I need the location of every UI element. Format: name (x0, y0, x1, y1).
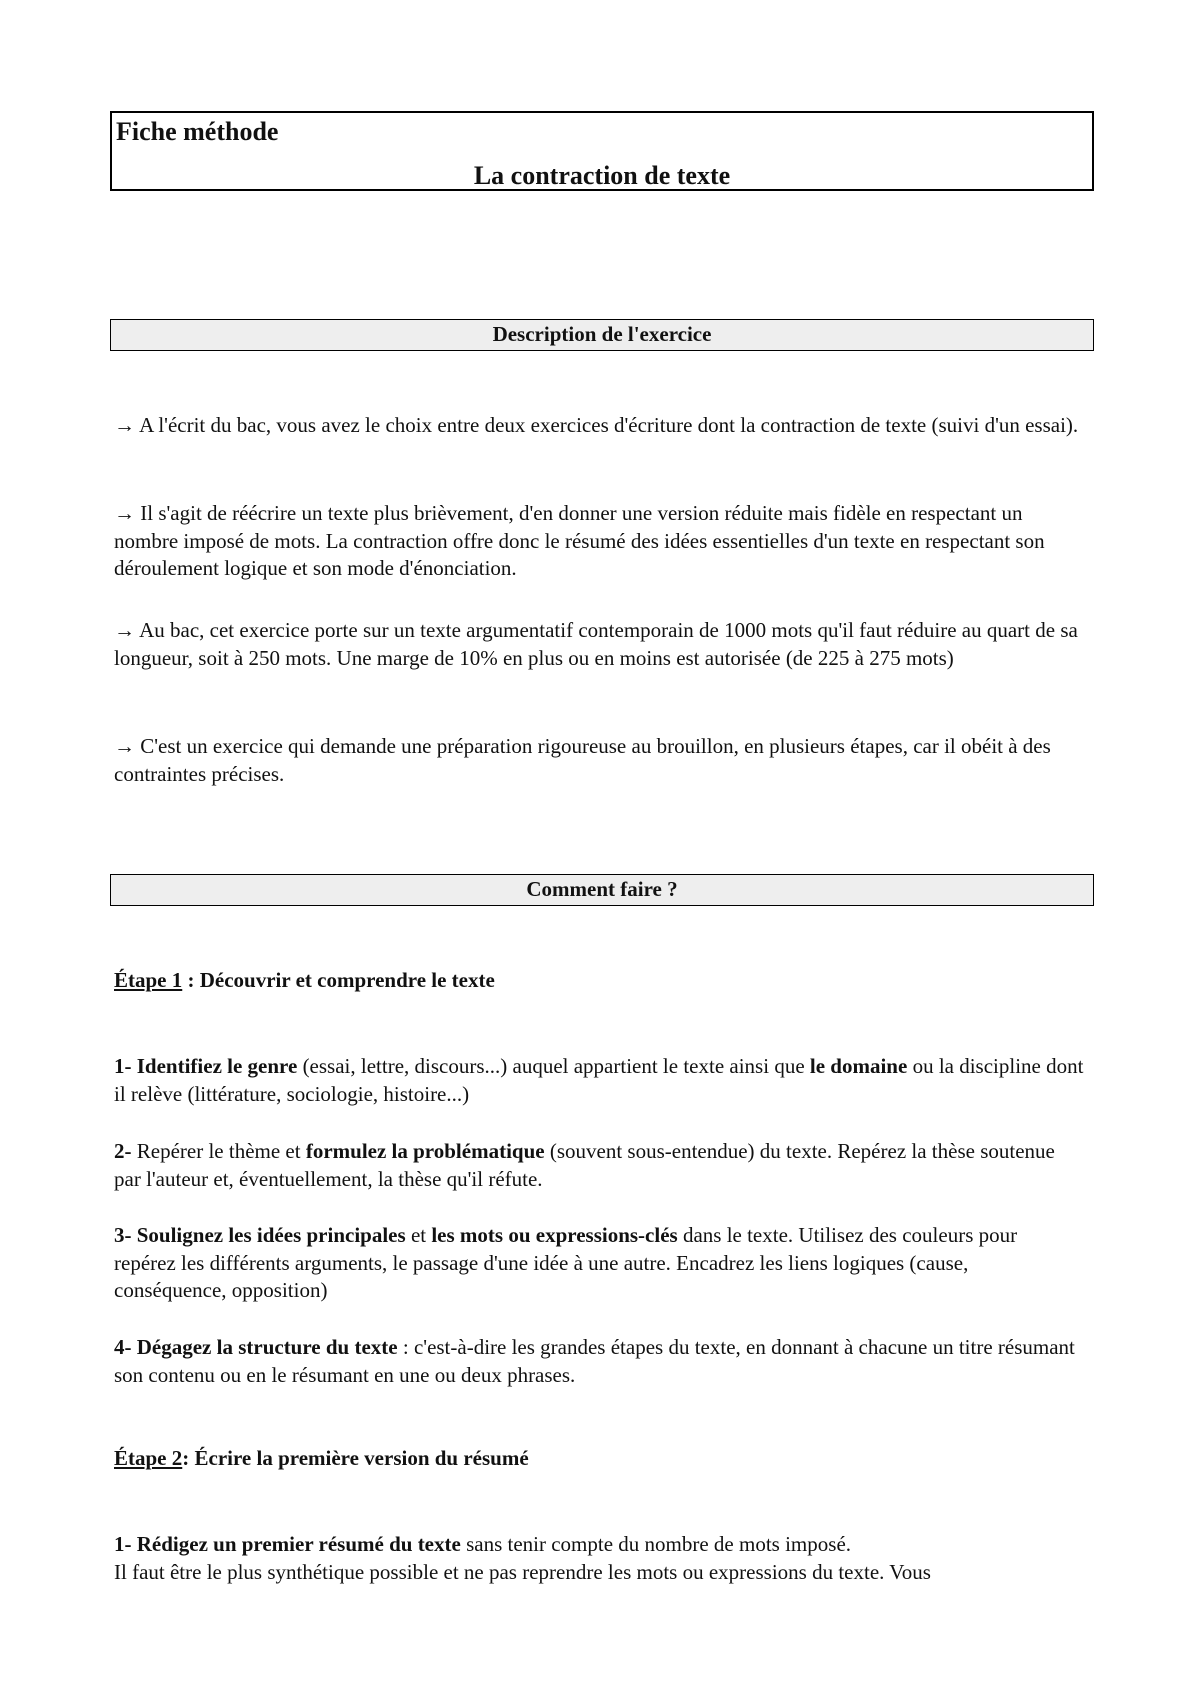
section-description-header: Description de l'exercice (110, 319, 1094, 351)
section-method-header: Comment faire ? (110, 874, 1094, 906)
etape-1-title: : Découvrir et comprendre le texte (182, 968, 495, 992)
description-paragraph-2: → Il s'agit de réécrire un texte plus brièvement, d'en donner une version réduite mais fidèle en respectant un nombre imposé de mots. La contraction offre donc le résumé des idées essentielles d'un texte en respectant son déroulement logique et son mode d'énonciation. (114, 501, 1045, 580)
title-box (110, 111, 1094, 191)
description-paragraph-4: → C'est un exercice qui demande une préparation rigoureuse au brouillon, en plusieurs étapes, car il obéit à des contraintes précises. (114, 734, 1051, 786)
etape-1-step-4 (114, 1334, 1084, 1389)
step-3-lead: 3- Soulignez les idées principales (114, 1223, 406, 1247)
etape-2-heading (114, 1446, 529, 1471)
step-2-text-end: (souvent sous-entendue) du texte. Repérez la thèse soutenue par l'auteur et, éventuellement, la thèse qu'il réfute. (114, 1139, 1055, 1191)
step-4-text: : c'est-à-dire les grandes étapes du texte, en donnant à chacune un titre résumant son contenu ou en le résumant en une ou deux phrases. (114, 1335, 1075, 1387)
step-1-text-end: ou la discipline dont il relève (littérature, sociologie, histoire...) (114, 1054, 1084, 1106)
etape-1-step-2 (114, 1138, 1084, 1193)
etape-2-step-1-lead: 1- Rédigez un premier résumé du texte (114, 1532, 461, 1556)
document-title: La contraction de texte (473, 161, 731, 190)
etape-1-step-1 (114, 1053, 1084, 1108)
etape-1-label: Étape 1 (114, 968, 183, 992)
etape-2-step-1-continued: Il faut être le plus synthétique possible et ne pas reprendre les mots ou expressions du texte. Vous (114, 1559, 931, 1584)
step-2-number: 2- (114, 1139, 132, 1163)
step-1-text: (essai, lettre, discours...) auquel appartient le texte ainsi que (297, 1054, 810, 1078)
sheet-label: Fiche méthode (116, 117, 279, 146)
description-paragraph-1: → A l'écrit du bac, vous avez le choix entre deux exercices d'écriture dont la contraction de texte (suivi d'un essai). (114, 413, 1079, 437)
etape-1-heading (114, 968, 495, 993)
step-4-lead: 4- Dégagez la structure du texte (114, 1335, 398, 1359)
description-paragraph-3: → Au bac, cet exercice porte sur un texte argumentatif contemporain de 1000 mots qu'il faut réduire au quart de sa longueur, soit à 250 mots. Une marge de 10% en plus ou en moins est autorisée (de 225 à 275 mots) (114, 618, 1078, 670)
step-1-lead: 1- Identifiez le genre (114, 1054, 298, 1078)
step-3-keywords: les mots ou expressions-clés (431, 1223, 678, 1247)
etape-2-label: Étape 2 (114, 1446, 183, 1470)
etape-2-title: : Écrire la première version du résumé (182, 1446, 529, 1470)
step-2-text: Repérer le thème et (131, 1139, 306, 1163)
step-3-text-end: dans le texte. Utilisez des couleurs pour repérez les différents arguments, le passage d'une idée à une autre. Encadrez les liens logiques (cause, conséquence, opposition) (114, 1223, 1018, 1302)
etape-2-step-1-text: sans tenir compte du nombre de mots imposé. (460, 1532, 852, 1556)
etape-1-step-3 (114, 1222, 1084, 1305)
step-2-problematique: formulez la problématique (305, 1139, 545, 1163)
etape-2-step-1 (114, 1531, 1084, 1586)
step-3-text: et (405, 1223, 432, 1247)
step-1-domain: le domaine (809, 1054, 908, 1078)
